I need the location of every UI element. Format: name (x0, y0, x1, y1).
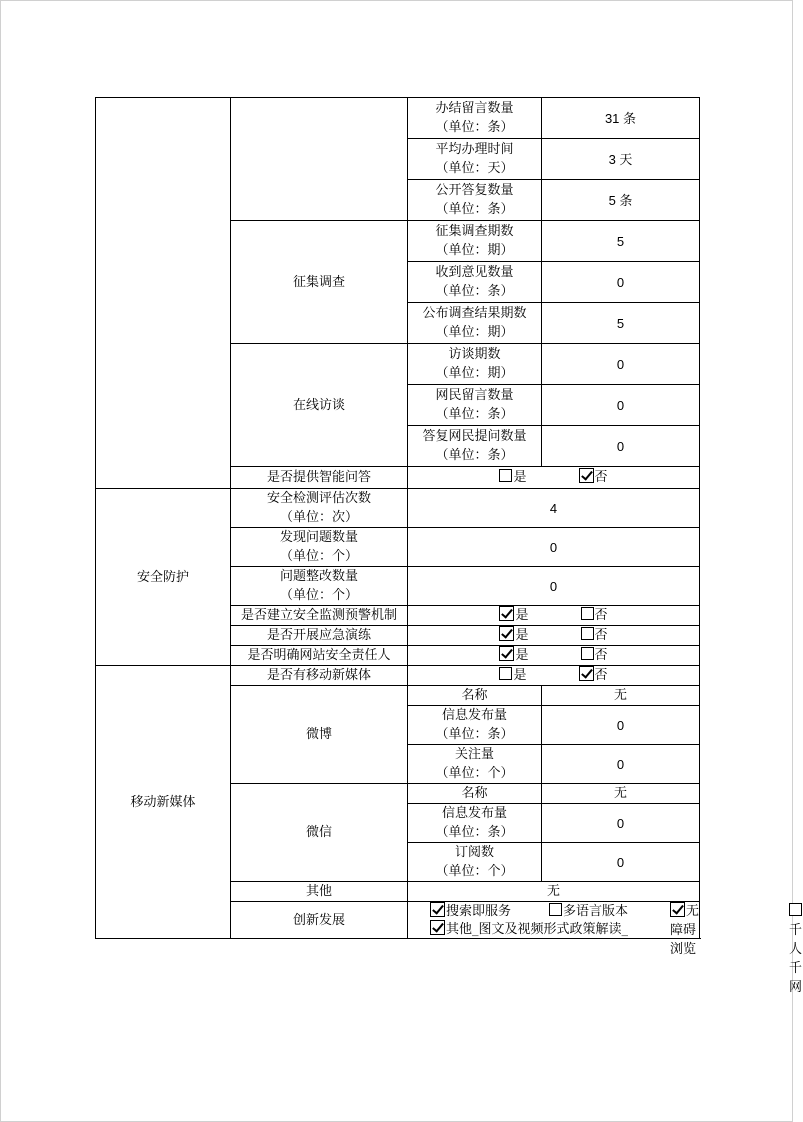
weibo-posts-label: 信息发布量 （单位：条） (408, 706, 542, 745)
checkbox-checked-icon[interactable] (430, 920, 445, 935)
innovation-multilang-option[interactable]: 多语言版本 (549, 902, 628, 921)
has-media-label: 是否有移动新媒体 (231, 666, 408, 686)
security-label: 安全防护 (96, 489, 231, 666)
opinions-received-value: 0 (542, 262, 700, 303)
survey-results-value: 5 (542, 303, 700, 344)
netizen-messages-value: 0 (542, 385, 700, 426)
innovation-other-option[interactable]: 其他_图文及视频形式政策解读_ (430, 920, 628, 939)
weibo-posts-value: 0 (542, 706, 700, 745)
smart-qa-no-option[interactable]: 否 (579, 468, 608, 487)
innovation-label: 创新发展 (231, 902, 408, 939)
survey-results-label: 公布调查结果期数 （单位：期） (408, 303, 542, 344)
checkbox-checked-icon[interactable] (579, 468, 594, 483)
weibo-name-value: 无 (542, 686, 700, 706)
checkbox-checked-icon[interactable] (499, 646, 514, 661)
avg-handling-time-label: 平均办理时间 （单位：天） (408, 139, 542, 180)
drill-yes-option[interactable]: 是 (499, 626, 528, 645)
checkbox-icon[interactable] (549, 903, 562, 916)
smart-qa-yes-option[interactable]: 是 (499, 468, 526, 487)
responsible-yes-option[interactable]: 是 (499, 646, 528, 665)
wechat-label: 微信 (231, 784, 408, 882)
weibo-name-label: 名称 (408, 686, 542, 706)
has-media-no-option[interactable]: 否 (579, 666, 608, 685)
security-responsible-label: 是否明确网站安全责任人 (231, 646, 408, 666)
netizen-messages-label: 网民留言数量 （单位：条） (408, 385, 542, 426)
security-checks-label: 安全检测评估次数 （单位：次） (231, 489, 408, 528)
drill-no-option[interactable]: 否 (581, 626, 608, 645)
wechat-subscribers-value: 0 (542, 843, 700, 882)
checkbox-icon[interactable] (499, 667, 512, 680)
innovation-accessibility-option[interactable]: 无障碍浏览 (670, 904, 700, 957)
public-replies-value: 5 条 (542, 180, 700, 221)
security-responsible-choice (408, 646, 700, 666)
innovation-personalized-option[interactable]: 千人千网 (789, 902, 803, 997)
issues-found-value: 0 (408, 528, 700, 567)
public-replies-label: 公开答复数量 （单位：条） (408, 180, 542, 221)
checkbox-icon[interactable] (499, 469, 512, 482)
checkbox-icon[interactable] (581, 627, 594, 640)
checkbox-checked-icon[interactable] (430, 902, 445, 917)
interview-periods-label: 访谈期数 （单位：期） (408, 344, 542, 385)
monitoring-mechanism-label: 是否建立安全监测预警机制 (231, 606, 408, 626)
has-media-choice (408, 666, 700, 686)
wechat-name-label: 名称 (408, 784, 542, 804)
replied-questions-label: 答复网民提问数量 （单位：条） (408, 426, 542, 467)
completed-messages-value: 31 条 (542, 98, 700, 139)
media-label: 移动新媒体 (96, 666, 231, 939)
message-subsection-cell (231, 98, 408, 221)
interview-periods-value: 0 (542, 344, 700, 385)
innovation-options (408, 902, 803, 995)
checkbox-checked-icon[interactable] (499, 606, 514, 621)
survey-periods-label: 征集调查期数 （单位：期） (408, 221, 542, 262)
weibo-label: 微博 (231, 686, 408, 784)
security-checks-value: 4 (408, 489, 700, 528)
has-media-yes-option[interactable]: 是 (499, 666, 526, 685)
issues-fixed-label: 问题整改数量 （单位：个） (231, 567, 408, 606)
wechat-posts-value: 0 (542, 804, 700, 843)
checkbox-checked-icon[interactable] (499, 626, 514, 641)
interaction-section-cell (96, 98, 231, 489)
checkbox-icon[interactable] (581, 647, 594, 660)
checkbox-checked-icon[interactable] (579, 666, 594, 681)
survey-periods-value: 5 (542, 221, 700, 262)
emergency-drill-choice (408, 626, 700, 646)
avg-handling-time-value: 3 天 (542, 139, 700, 180)
innovation-options-wrap (408, 902, 803, 995)
issues-fixed-value: 0 (408, 567, 700, 606)
interview-label: 在线访谈 (231, 344, 408, 467)
other-media-label: 其他 (231, 882, 408, 902)
survey-label: 征集调查 (231, 221, 408, 344)
weibo-followers-label: 关注量 （单位：个） (408, 745, 542, 784)
innovation-search-option[interactable]: 搜索即服务 (430, 902, 511, 921)
monitoring-mechanism-choice (408, 606, 700, 626)
other-media-value: 无 (408, 882, 700, 902)
replied-questions-value: 0 (542, 426, 700, 467)
smart-qa-label: 是否提供智能问答 (231, 467, 408, 489)
emergency-drill-label: 是否开展应急演练 (231, 626, 408, 646)
website-stats-table (95, 97, 803, 995)
wechat-name-value: 无 (542, 784, 700, 804)
monitoring-yes-option[interactable]: 是 (499, 606, 528, 625)
checkbox-checked-icon[interactable] (670, 902, 685, 917)
checkbox-icon[interactable] (789, 903, 802, 916)
wechat-posts-label: 信息发布量 （单位：条） (408, 804, 542, 843)
smart-qa-choice (408, 467, 700, 489)
wechat-subscribers-label: 订阅数 （单位：个） (408, 843, 542, 882)
monitoring-no-option[interactable]: 否 (581, 606, 608, 625)
checkbox-icon[interactable] (581, 607, 594, 620)
opinions-received-label: 收到意见数量 （单位：条） (408, 262, 542, 303)
responsible-no-option[interactable]: 否 (581, 646, 608, 665)
issues-found-label: 发现问题数量 （单位：个） (231, 528, 408, 567)
completed-messages-label: 办结留言数量 （单位：条） (408, 98, 542, 139)
weibo-followers-value: 0 (542, 745, 700, 784)
